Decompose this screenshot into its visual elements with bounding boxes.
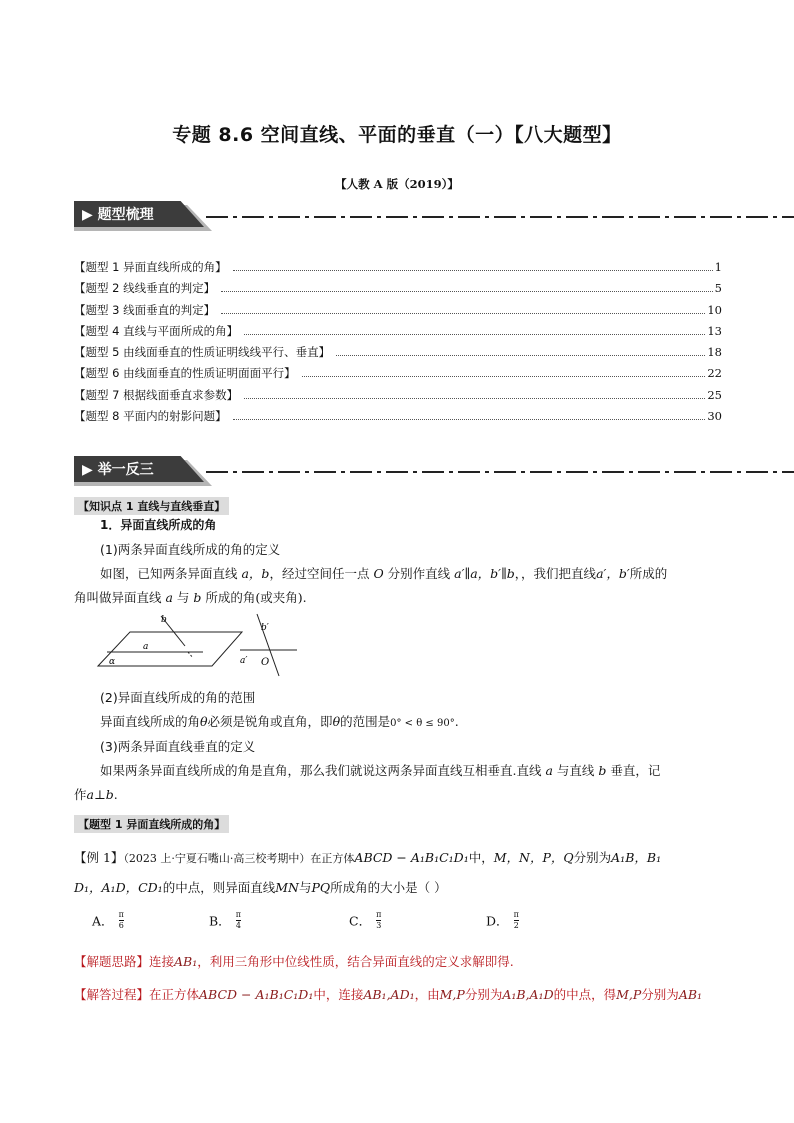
knowledge-point-box: 【知识点 1 直线与直线垂直】 xyxy=(74,497,229,515)
text-run: 连接 xyxy=(149,954,175,969)
toc-leader xyxy=(221,300,705,314)
label-alpha: α xyxy=(109,657,116,667)
choice-d[interactable] xyxy=(486,910,519,931)
text-run: 分别为 xyxy=(464,987,503,1002)
math-symbol: a，b xyxy=(241,566,270,581)
example-label: 【例 1】 xyxy=(74,850,124,865)
text-run: 如果两条异面直线所成的角是直角，那么我们就说这两条异面直线互相垂直.直线 xyxy=(100,763,546,778)
label-a: a xyxy=(143,642,149,652)
toc-row[interactable] xyxy=(74,363,722,384)
section-header-toc xyxy=(74,201,724,227)
math-symbol: AB₁ xyxy=(174,954,198,969)
math-symbol: D₁，A₁D，CD₁ xyxy=(74,880,163,895)
text-run: 与 xyxy=(172,590,194,605)
table-of-contents xyxy=(74,257,722,427)
toc-page: 10 xyxy=(707,302,722,317)
text-run: 的中点，则异面直线 xyxy=(162,880,276,895)
math-symbol: O xyxy=(373,566,384,581)
toc-label: 【题型 3 线面垂直的判定】 xyxy=(74,302,216,317)
toc-row[interactable] xyxy=(74,278,722,299)
dash-divider xyxy=(206,215,794,219)
math-symbol: ABCD − A₁B₁C₁D₁ xyxy=(354,850,469,865)
toc-leader xyxy=(244,385,705,399)
toc-page: 18 xyxy=(707,345,722,360)
choice-letter: A． xyxy=(92,913,114,929)
math-symbol: b xyxy=(598,763,607,778)
denominator: 4 xyxy=(235,921,241,930)
range-heading: (2)异面直线所成的角的范围 xyxy=(100,690,256,705)
toc-label: 【题型 8 平面内的射影问题】 xyxy=(74,409,227,424)
text-run: ，由 xyxy=(414,987,440,1002)
numerator: π xyxy=(513,910,519,919)
toc-row[interactable] xyxy=(74,257,722,278)
toc-row[interactable] xyxy=(74,342,722,363)
toc-page: 30 xyxy=(707,409,722,424)
denominator: 3 xyxy=(376,921,382,930)
choice-b[interactable] xyxy=(209,910,241,931)
solution-line xyxy=(74,983,702,1007)
text-run: ，我们把直线 xyxy=(521,566,597,581)
perp-heading: (3)两条异面直线垂直的定义 xyxy=(100,739,256,754)
fraction xyxy=(119,910,124,931)
page-subtitle: 【人教 A 版（2019）】 xyxy=(335,177,459,191)
text-run: 的范围是 xyxy=(340,714,391,729)
label-O: O xyxy=(261,657,270,668)
definition-paragraph: 如图，已知两条异面直线 a，b，经过空间任一点 O 分别作直线 a′∥a，b′∥b，，我们把直线a′，b′所成的 xyxy=(100,566,668,581)
definition-heading: (1)两条异面直线所成的角的定义 xyxy=(100,542,281,557)
math-symbol: θ xyxy=(200,714,208,729)
toc-leader xyxy=(221,278,713,292)
hint-label: 【解题思路】 xyxy=(74,954,150,969)
math-symbol: a xyxy=(545,763,553,778)
toc-label: 【题型 2 线线垂直的判定】 xyxy=(74,281,216,296)
page-title: 专题 8.6 空间直线、平面的垂直（一）【八大题型】 xyxy=(172,124,622,146)
text-run: 作 xyxy=(74,787,87,802)
text-run: 必须是锐角或直角，即 xyxy=(207,714,333,729)
answer-choices xyxy=(92,910,652,940)
toc-page: 5 xyxy=(714,281,722,296)
math-symbol: M，N，P，Q xyxy=(493,850,574,865)
numerator: π xyxy=(118,910,124,919)
dash-divider xyxy=(206,470,794,474)
text-run: . xyxy=(113,787,118,802)
text-run: ，经过空间任一点 xyxy=(269,566,374,581)
numerator: π xyxy=(235,910,242,919)
math-symbol: a′，b′ xyxy=(596,566,630,581)
math-symbol: A₁B,A₁D xyxy=(502,987,554,1002)
choice-c[interactable] xyxy=(349,910,381,931)
text-run: 分别作直线 xyxy=(383,566,455,581)
text-run: ，利用三角形中位线性质，结合异面直线的定义求解即得. xyxy=(197,954,514,969)
text-run: 所成的 xyxy=(629,566,668,581)
toc-leader xyxy=(336,342,705,356)
numerator: π xyxy=(376,910,382,919)
skew-lines-figure xyxy=(95,610,305,680)
text-run: 与 xyxy=(298,880,312,895)
toc-label: 【题型 6 由线面垂直的性质证明面面平行】 xyxy=(74,366,296,381)
denominator: 2 xyxy=(513,921,519,930)
text-run: 异面直线所成的角 xyxy=(100,714,201,729)
question-type-box: 【题型 1 异面直线所成的角】 xyxy=(74,815,229,833)
text-run: 的中点，得 xyxy=(553,987,617,1002)
toc-page: 22 xyxy=(707,366,722,381)
example-line1 xyxy=(74,846,661,871)
text-run: （2023 上·宁夏石嘴山·高三校考期中）在正方体 xyxy=(123,852,355,865)
toc-row[interactable] xyxy=(74,406,722,427)
toc-page: 25 xyxy=(707,387,722,402)
toc-page: 13 xyxy=(707,323,722,338)
text-run: 角叫做异面直线 xyxy=(74,590,166,605)
range-paragraph: 异面直线所成的角θ必须是锐角或直角，即θ的范围是0° < θ ≤ 90°. xyxy=(100,714,459,729)
text-run: 分别为 xyxy=(573,850,612,865)
choice-a[interactable] xyxy=(92,910,124,931)
math-symbol: ABCD − A₁B₁C₁D₁ xyxy=(199,987,314,1002)
section-header-examples xyxy=(74,456,724,482)
example-line2 xyxy=(74,876,447,900)
toc-leader xyxy=(233,406,706,420)
toc-leader xyxy=(244,321,705,335)
knowledge-heading: 1．异面直线所成的角 xyxy=(100,518,217,532)
math-symbol: a⊥b xyxy=(86,787,114,802)
label-b: b xyxy=(161,615,167,625)
math-symbol: A₁B，B₁ xyxy=(611,850,662,865)
toc-label: 【题型 5 由线面垂直的性质证明线线平行、垂直】 xyxy=(74,345,331,360)
toc-leader xyxy=(302,363,706,377)
text-run: 与直线 xyxy=(552,763,599,778)
text-run: 所成角的大小是（ ） xyxy=(330,880,447,895)
text-run: 垂直，记 xyxy=(606,763,661,778)
denominator: 6 xyxy=(118,921,124,930)
text-run: 分别为 xyxy=(641,987,679,1002)
math-symbol: M,P xyxy=(439,987,465,1002)
solution-label: 【解答过程】 xyxy=(74,987,150,1002)
math-symbol: M,P xyxy=(616,987,642,1002)
math-range: 0° < θ ≤ 90° xyxy=(390,718,455,729)
text-run: 中，连接 xyxy=(313,987,364,1002)
plane-figure xyxy=(98,615,242,667)
toc-row[interactable] xyxy=(74,321,722,342)
toc-label: 【题型 1 异面直线所成的角】 xyxy=(74,260,227,274)
perp-paragraph xyxy=(100,759,660,783)
text-run: 在正方体 xyxy=(149,987,200,1002)
section-label: ▶ 题型梳理 xyxy=(82,207,154,223)
toc-leader xyxy=(233,257,713,271)
text-run: 如图，已知两条异面直线 xyxy=(100,566,242,581)
math-symbol: θ xyxy=(332,714,341,729)
perp-paragraph-line2 xyxy=(74,783,118,807)
label-a-prime: a′ xyxy=(240,656,248,666)
toc-label: 【题型 4 直线与平面所成的角】 xyxy=(74,323,239,338)
math-symbol: AB₁ xyxy=(678,987,703,1002)
definition-paragraph-line2 xyxy=(74,586,307,610)
math-symbol: MN xyxy=(275,880,299,895)
toc-page: 1 xyxy=(714,260,722,274)
math-symbol: PQ xyxy=(311,880,331,895)
fraction xyxy=(514,910,519,931)
choice-letter: C． xyxy=(349,913,372,929)
fraction xyxy=(236,910,241,931)
intersecting-lines-figure xyxy=(240,614,297,676)
math-symbol: a′∥a，b′∥b xyxy=(454,566,515,581)
hint-line xyxy=(74,950,514,974)
text-run: 所成的角(或夹角). xyxy=(201,590,307,605)
label-b-prime: b′ xyxy=(261,623,269,633)
fraction xyxy=(376,910,381,931)
section-label: ▶ 举一反三 xyxy=(82,462,154,478)
choice-letter: D． xyxy=(486,913,509,929)
math-symbol: a xyxy=(165,590,173,605)
choice-letter: B． xyxy=(209,913,231,929)
text-run: 中， xyxy=(468,850,494,865)
toc-row[interactable] xyxy=(74,300,722,321)
math-symbol: b xyxy=(193,590,202,605)
toc-row[interactable] xyxy=(74,385,722,406)
math-symbol: AB₁,AD₁ xyxy=(363,987,415,1002)
toc-label: 【题型 7 根据线面垂直求参数】 xyxy=(74,387,239,402)
